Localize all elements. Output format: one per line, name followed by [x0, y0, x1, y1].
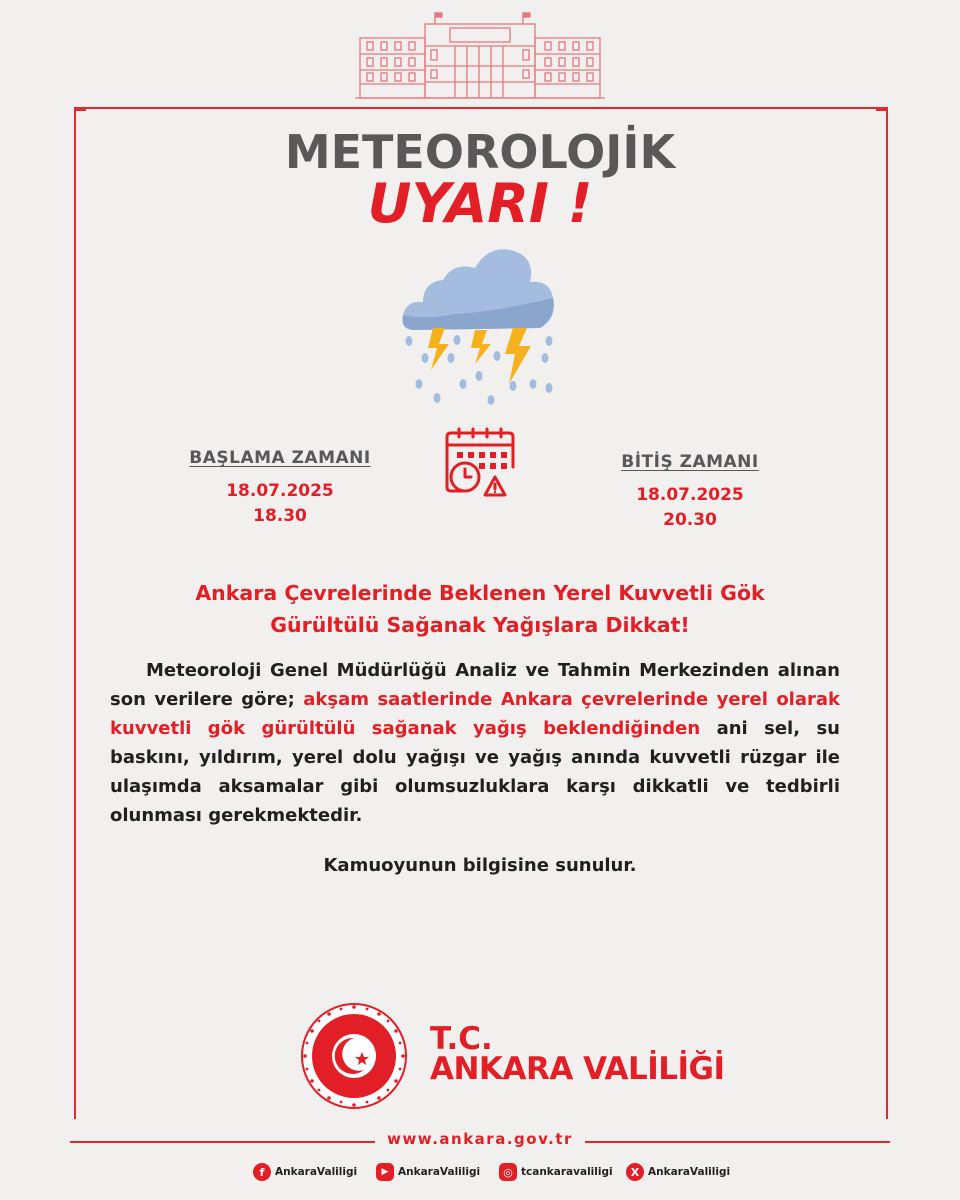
social-youtube[interactable] — [376, 1163, 480, 1181]
facebook-icon: f — [253, 1163, 271, 1181]
social-x[interactable] — [626, 1163, 730, 1181]
frame-corner-left — [74, 107, 86, 111]
body-paragraph — [110, 656, 840, 830]
body-part-1: Meteoroloji Genel Müdürlüğü Analiz ve Tahmin Merkezinden alınan son verilere göre; — [110, 660, 840, 710]
page-title: METEOROLOJİK — [284, 125, 676, 179]
url-divider-left — [70, 1141, 375, 1143]
closing-note: Kamuoyunun bilgisine sunulur. — [323, 855, 637, 876]
url-divider-right — [585, 1141, 890, 1143]
org-name-line-1: T.C. — [430, 1021, 493, 1057]
youtube-icon: ▶ — [376, 1163, 394, 1181]
frame-corner-right — [876, 107, 888, 111]
social-facebook[interactable] — [253, 1163, 357, 1181]
instagram-icon: ◎ — [499, 1163, 517, 1181]
warning-title: UYARI ! — [367, 172, 593, 235]
social-links — [0, 1163, 960, 1185]
calendar-warning-icon — [443, 425, 521, 501]
social-handle: AnkaraValiligi — [275, 1166, 358, 1178]
end-label: BİTİŞ ZAMANI — [621, 452, 759, 472]
thunderstorm-icon — [395, 240, 565, 415]
website-link[interactable]: www.ankara.gov.tr — [387, 1130, 573, 1148]
governorship-seal-logo — [300, 1002, 408, 1110]
x-icon: X — [626, 1163, 644, 1181]
frame-left-border — [74, 107, 76, 1119]
org-name-line-2: ANKARA VALİLİĞİ — [430, 1051, 725, 1087]
social-handle: tcankaravaliligi — [521, 1166, 613, 1178]
frame-top-border — [74, 107, 888, 109]
end-time-block — [590, 452, 790, 533]
url-row — [70, 1130, 890, 1152]
start-date: 18.07.2025 — [226, 481, 334, 501]
frame-right-border — [886, 107, 888, 1119]
social-handle: AnkaraValiligi — [648, 1166, 731, 1178]
headline-line-1: Ankara Çevrelerinde Beklenen Yerel Kuvvetli Gök — [195, 581, 765, 605]
governorship-building-icon — [355, 10, 605, 102]
start-time: 18.30 — [253, 506, 307, 526]
social-instagram[interactable] — [499, 1163, 613, 1181]
end-date: 18.07.2025 — [636, 485, 744, 505]
body-highlight: akşam saatlerinde Ankara çevrelerinde yerel olarak kuvvetli gök gürültülü sağanak yağış beklendiğinden — [110, 689, 840, 739]
social-handle: AnkaraValiligi — [398, 1166, 481, 1178]
headline — [110, 577, 850, 641]
end-time: 20.30 — [663, 510, 717, 530]
start-time-block — [180, 448, 380, 529]
headline-line-2: Gürültülü Sağanak Yağışlara Dikkat! — [270, 613, 690, 637]
body-part-3: ani sel, su baskını, yıldırım, yerel dolu yağışı ve yağış anında kuvvetli rüzgar ile ulaşımda aksamalar gibi olumsuzluklara karşı dikkatli ve tedbirli olunması gerekmektedir. — [110, 718, 840, 826]
start-label: BAŞLAMA ZAMANI — [189, 448, 371, 468]
